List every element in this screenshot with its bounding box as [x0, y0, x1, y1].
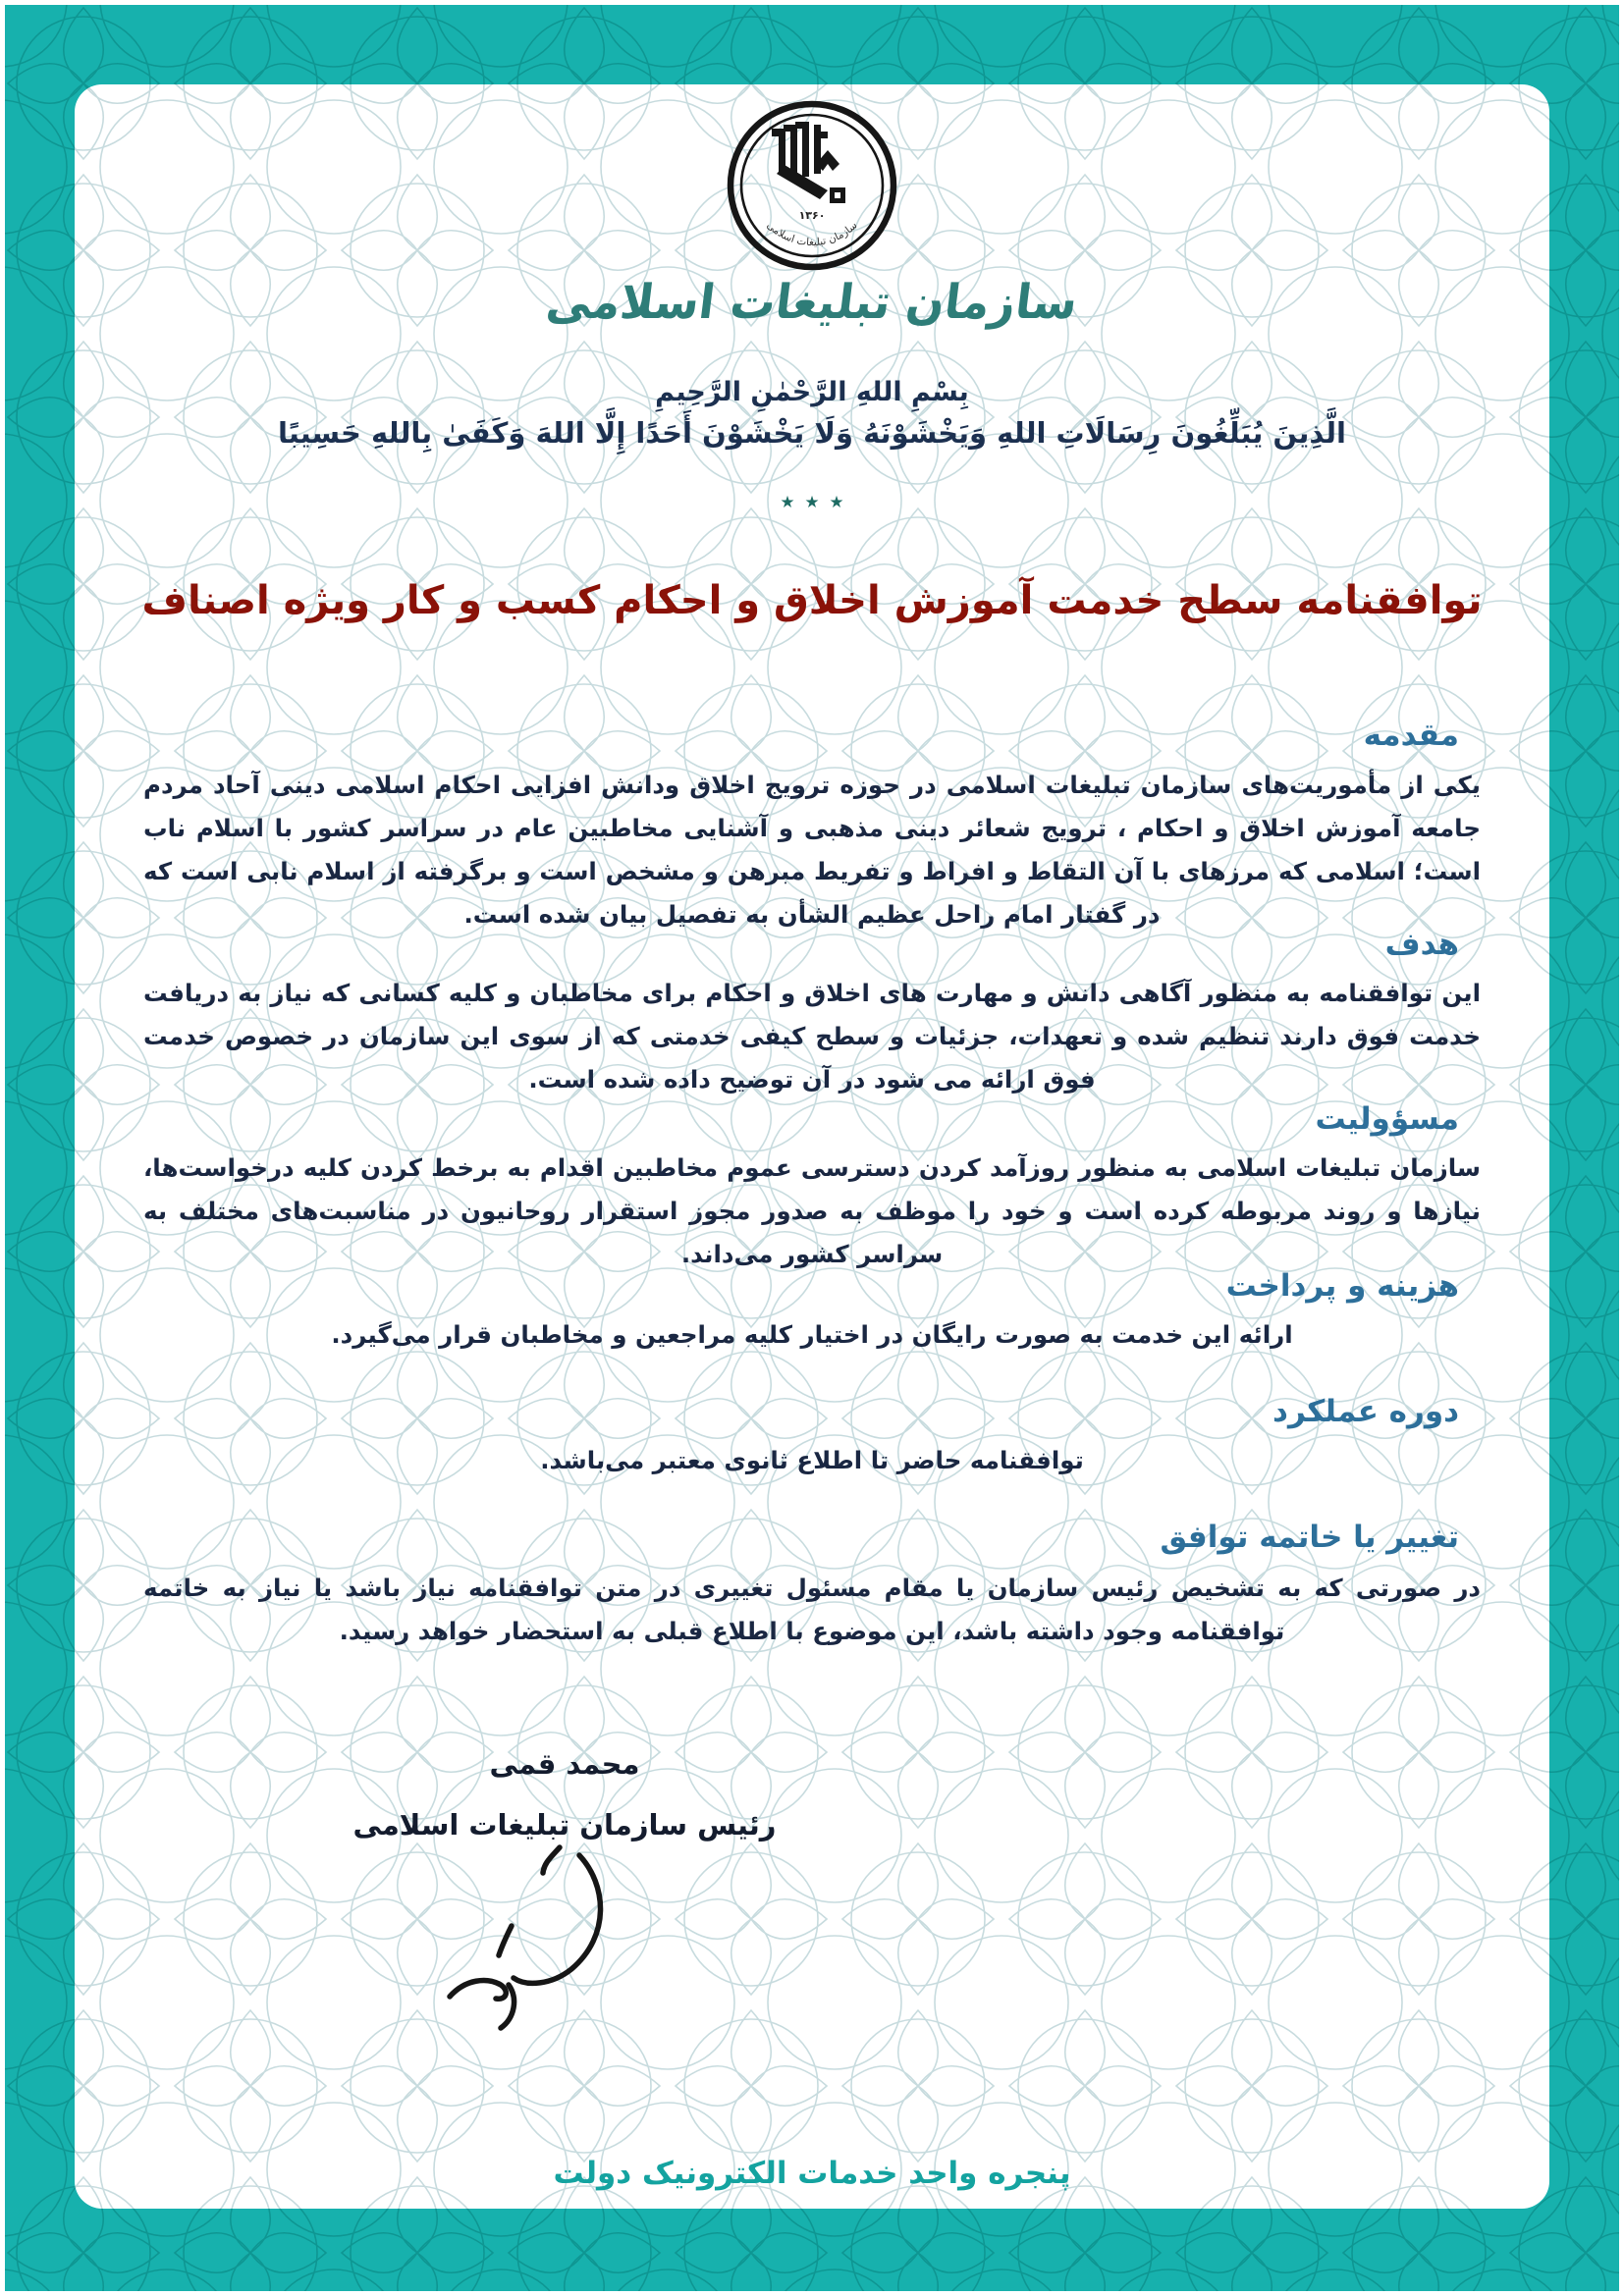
signature-scribble — [412, 1834, 707, 2040]
page-title: توافقنامه سطح خدمت آموزش اخلاق و احکام کسب و کار ویژه اصناف — [141, 578, 1483, 623]
footer-text: پنجره واحد خدمات الکترونیک دولت — [553, 2156, 1071, 2191]
signatory-name: محمد قمی — [489, 1747, 640, 1781]
logo-year: ۱۳۶۰ — [798, 209, 826, 222]
section-body-change-termination: در صورتی که به تشخیص رئیس سازمان یا مقام مسئول تغییری در متن توافقنامه نیاز باشد یا نیاز به خاتمه توافقنامه وجود داشته باشد، این موضوع با اطلاع قبلی به استحضار خواهد رسید. — [143, 1574, 1481, 1645]
section-body-validity-period: توافقنامه حاضر تا اطلاع ثانوی معتبر می‌باشد. — [540, 1446, 1084, 1474]
ornament-asterisks: ٭ ٭ ٭ — [780, 485, 844, 517]
section-body-introduction: یکی از مأموریت‌های سازمان تبلیغات اسلامی در حوزه ترویج اخلاق ودانش افزایی احکام اسلامی دینی آحاد مردم جامعه آموزش اخلاق و احکام ، ترویج شعائر دینی مذهبی و آشنایی مخاطبین عام در سراسر کشور با اسلام ناب است؛ اسلامی که مرزهای با آن التقاط و افراط و تفریط مبرهن و مشخص است و برگرفته از اسلام نابی است که در گفتار امام راحل عظیم الشأن به تفصیل بیان شده است. — [143, 771, 1481, 929]
section-heading-cost-payment: هزینه و پرداخت — [1225, 1268, 1459, 1304]
document-page — [75, 84, 1549, 2209]
section-heading-validity-period: دوره عملکرد — [1272, 1394, 1459, 1429]
bismillah-text: بِسْمِ اللهِ الرَّحْمٰنِ الرَّحِيمِ — [655, 377, 969, 407]
section-heading-goal: هدف — [1384, 927, 1459, 962]
section-heading-introduction: مقدمه — [1363, 718, 1459, 753]
section-heading-change-termination: تغییر یا خاتمه توافق — [1160, 1520, 1459, 1555]
section-body-cost-payment: ارائه این خدمت به صورت رایگان در اختیار کلیه مراجعین و مخاطبان قرار می‌گیرد. — [331, 1320, 1293, 1349]
org-emblem — [75, 98, 1549, 273]
signatory-role: رئیس سازمان تبلیغات اسلامی — [352, 1808, 777, 1842]
org-emblem-icon — [725, 98, 899, 273]
quran-verse: الَّذِينَ يُبَلِّغُونَ رِسَالَاتِ اللهِ وَيَخْشَوْنَهُ وَلَا يَخْشَوْنَ أَحَدًا إِلَّا اللهَ وَكَفَىٰ بِاللهِ حَسِيبًا — [277, 416, 1346, 450]
section-body-goal: این توافقنامه به منظور آگاهی دانش و مهارت های اخلاق و احکام برای مخاطبان و کلیه کسانی که نیاز به دریافت خدمت فوق دارند تنظیم شده و تعهدات، جزئیات و سطح کیفی خدمتی که از سوی این سازمان در خصوص خدمت فوق ارائه می شود در آن توضیح داده شده است. — [143, 979, 1481, 1094]
org-calligraphy: سازمان تبلیغات اسلامی — [543, 273, 1081, 330]
section-body-responsibility: سازمان تبلیغات اسلامی به منظور روزآمد کردن دسترسی عموم مخاطبین اقدام به برخط کردن کلیه درخواست‌ها، نیازها و روند مربوطه کرده است و خود را موظف به صدور مجوز استقرار روحانیون در مناسبت‌های مختلف به سراسر کشور می‌داند. — [143, 1153, 1481, 1268]
section-heading-responsibility: مسؤولیت — [1315, 1101, 1459, 1137]
logo-ring-text: سازمان تبلیغات اسلامی — [764, 219, 860, 249]
kufic-allah-mark — [772, 122, 845, 203]
